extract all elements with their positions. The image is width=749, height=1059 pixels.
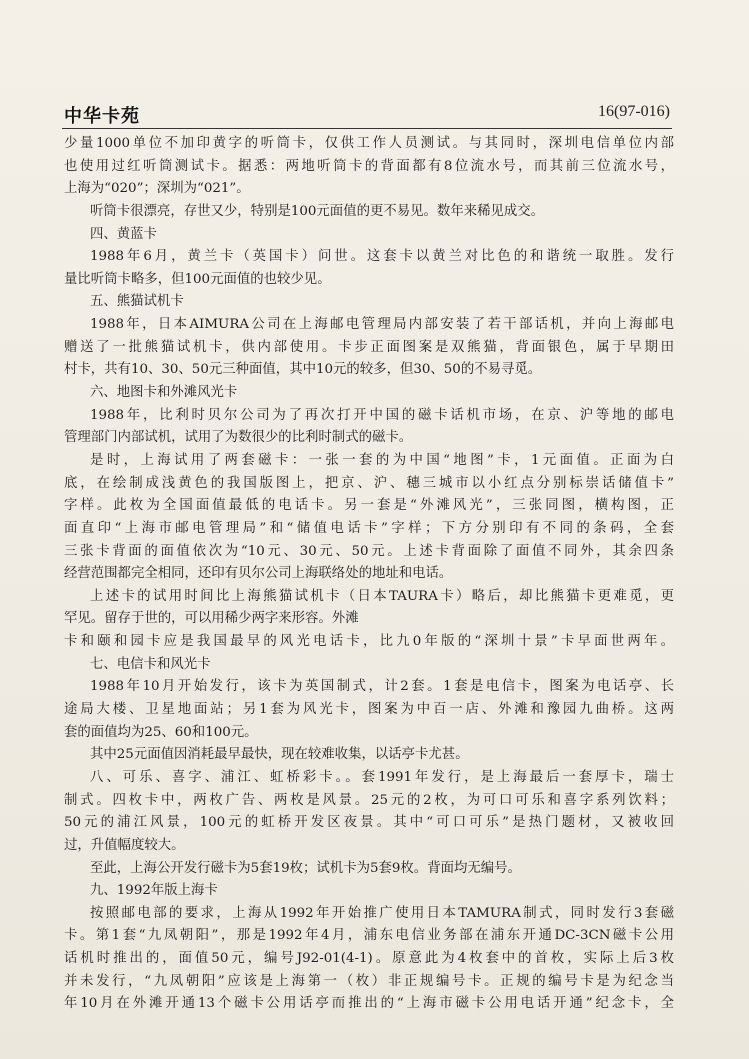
text-line: 八、可乐、喜字、浦江、虹桥彩卡。。套1991年发行，是上海最后一套厚卡，瑞士 — [90, 769, 674, 785]
text-line: 经营范围都完全相同，还印有贝尔公司上海联络处的地址和电话。 — [64, 566, 453, 582]
text-line: 上述卡的试用时间比上海熊猫试机卡（日本TAURA卡）略后，却比熊猫卡更难觅，更 — [90, 588, 674, 604]
text-line: 上海为“020”；深圳为“021”。 — [64, 181, 250, 197]
article-body — [64, 133, 674, 1016]
issue-number: 16(97-016) — [598, 103, 670, 120]
text-line: 50元的浦江风景，100元的虹桥开发区夜景。其中“可口可乐”是热门题材，又被收回 — [64, 815, 674, 831]
text-line: 五、熊猫试机卡 — [90, 294, 184, 310]
text-line: 1988年，比利时贝尔公司为了再次打开中国的磁卡话机市场，在京、沪等地的邮电 — [90, 407, 674, 423]
text-line: 1988年6月，黄兰卡（英国卡）问世。这套卡以黄兰对比色的和谐统一取胜。发行 — [90, 249, 674, 265]
header-rule — [62, 128, 672, 129]
text-line: 是时，上海试用了两套磁卡：一张一套的为中国“地图”卡，1元面值。正面为白 — [90, 452, 674, 468]
text-line: 六、地图卡和外滩风光卡 — [90, 385, 238, 401]
text-line: 管理部门内部试机，试用了为数很少的比利时制式的磁卡。 — [64, 430, 413, 446]
text-line: 四、黄蓝卡 — [90, 226, 157, 242]
text-line: 也使用过红听筒测试卡。据悉：两地听筒卡的背面都有8位流水号，而其前三位流水号， — [64, 158, 674, 174]
text-line: 少量1000单位不加印黄字的听筒卡，仅供工作人员测试。与其同时，深圳电信单位内部 — [64, 136, 674, 151]
text-line: 并未发行，“九凤朝阳”应该是上海第一（枚）非正规编号卡。正规的编号卡是为纪念当 — [64, 973, 674, 989]
text-line: 罕见。留存于世的，可以用稀少两字来形容。外滩 — [64, 611, 359, 627]
text-line: 村卡，共有10、30、50元三种面值，其中10元的较多，但30、50的不易寻觅。 — [64, 362, 542, 378]
text-line: 量比听筒卡略多，但100元面值的也较少见。 — [64, 271, 331, 287]
text-line: 制式。四枚卡中，两枚广告、两枚是风景。25元的2枚，为可口可乐和喜字系列饮料； — [64, 792, 674, 808]
text-line: 听筒卡很漂亮，存世又少，特别是100元面值的更不易见。数年来稀见成交。 — [90, 203, 545, 219]
text-line: 面直印“上海市邮电管理局”和“储值电话卡”字样；下方分别印有不同的条码，全套 — [64, 520, 674, 536]
text-line: 过，升值幅度较大。 — [64, 837, 185, 853]
text-line: 途局大楼、卫星地面站；另1套为风光卡，图案为中百一店、外滩和豫园九曲桥。这两 — [64, 702, 674, 718]
text-line: 三张卡背面的面值依次为“10元、30元、50元。上述卡背面除了面值不同外，其余四条 — [64, 543, 674, 559]
text-line: 卡和颐和园卡应是我国最早的风光电话卡，比九0年版的“深圳十景”卡早面世两年。 — [64, 634, 674, 650]
text-line: 卡。第1套“九凤朝阳”，那是1992年4月，浦东电信业务部在浦东开通DC-3CN磁卡公用 — [64, 928, 674, 944]
text-line: 话机时推出的，面值50元，编号J92-01(4-1)。原意此为4枚套中的首枚，实际上后3枚 — [64, 951, 674, 967]
text-line: 七、电信卡和风光卡 — [90, 656, 211, 672]
text-line: 套的面值均为25、60和100元。 — [64, 724, 258, 740]
text-line: 赠送了一批熊猫试机卡，供内部使用。卡步正面图案是双熊猫，背面银色，属于早期田 — [64, 339, 674, 355]
text-line: 1988年10月开始发行，该卡为英国制式，计2套。1套是电信卡，图案为电话亭、长 — [90, 679, 674, 695]
text-line: 九、1992年版上海卡 — [90, 883, 218, 899]
page-header — [64, 100, 674, 130]
text-line: 按照邮电部的要求，上海从1992年开始推广使用日本TAMURA制式，同时发行3套磁 — [90, 905, 674, 921]
text-line: 至此，上海公开发行磁卡为5套19枚；试机卡为5套9枚。背面均无编号。 — [90, 860, 521, 876]
text-line: 底，在绘制成浅黄色的我国版图上，把京、沪、穗三城市以小红点分别标崇话储值卡” — [64, 475, 674, 491]
publication-title: 中华卡苑 — [64, 106, 140, 127]
text-line: 1988年，日本AIMURA公司在上海邮电管理局内部安装了若干部话机，并向上海邮电 — [90, 317, 674, 333]
text-line: 年10月在外滩开通13个磁卡公用话亭而推出的“上海市磁卡公用电话开通”纪念卡，全 — [64, 996, 674, 1012]
text-line: 其中25元面值因消耗最早最快，现在较难收集，以话亭卡尤甚。 — [90, 747, 469, 763]
text-line: 字样。此枚为全国面值最低的电话卡。另一套是“外滩风光”，三张同图，横构图，正 — [64, 498, 674, 514]
